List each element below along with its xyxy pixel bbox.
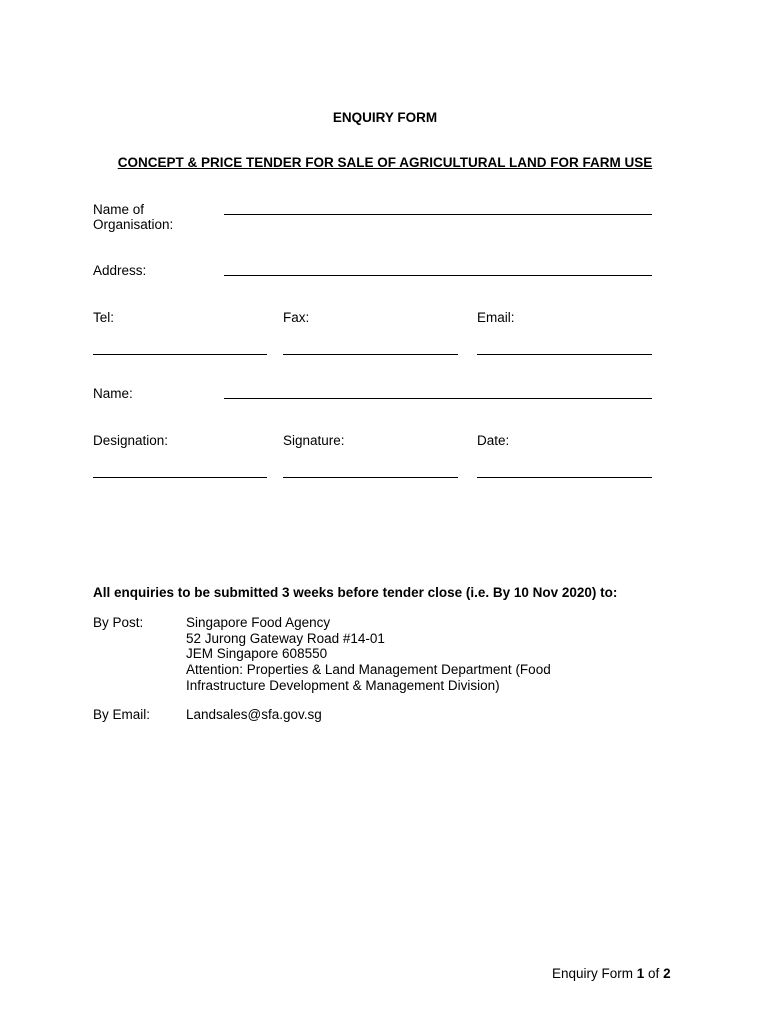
fax-label: Fax: — [283, 310, 310, 325]
name-label: Name: — [93, 386, 133, 401]
org-label-line2: Organisation: — [93, 217, 174, 232]
email-field-line[interactable] — [477, 354, 652, 355]
by-post-label: By Post: — [93, 615, 144, 630]
footer-page-number: 1 — [636, 966, 645, 981]
address-label: Address: — [93, 263, 147, 278]
submission-heading: All enquiries to be submitted 3 weeks before tender close (i.e. By 10 Nov 2020) to: — [93, 585, 618, 600]
footer-page-total: 2 — [663, 966, 671, 981]
designation-field-line[interactable] — [93, 477, 267, 478]
post-address-line: Attention: Properties & Land Management Department (Food — [186, 662, 551, 677]
fax-field-line[interactable] — [283, 354, 458, 355]
form-title: ENQUIRY FORM — [332, 110, 438, 125]
footer-of: of — [644, 966, 664, 981]
post-address-line: JEM Singapore 608550 — [186, 646, 328, 661]
date-label: Date: — [477, 433, 510, 448]
post-address-line: Singapore Food Agency — [186, 615, 331, 630]
post-address-line: Infrastructure Development & Management Division) — [186, 678, 500, 693]
address-field-line[interactable] — [224, 275, 652, 276]
by-email-label: By Email: — [93, 707, 151, 722]
form-subtitle: CONCEPT & PRICE TENDER FOR SALE OF AGRICULTURAL LAND FOR FARM USE — [117, 155, 653, 170]
org-label-line1: Name of — [93, 202, 145, 217]
submission-email-link[interactable]: Landsales@sfa.gov.sg — [186, 707, 322, 722]
signature-label: Signature: — [283, 433, 345, 448]
org-field-line[interactable] — [224, 214, 652, 215]
page-footer — [552, 966, 671, 981]
designation-label: Designation: — [93, 433, 169, 448]
footer-prefix: Enquiry Form — [552, 966, 637, 981]
date-field-line[interactable] — [477, 477, 652, 478]
email-label: Email: — [477, 310, 515, 325]
name-field-line[interactable] — [224, 398, 652, 399]
signature-field-line[interactable] — [283, 477, 458, 478]
post-address-line: 52 Jurong Gateway Road #14-01 — [186, 631, 385, 646]
tel-label: Tel: — [93, 310, 115, 325]
tel-field-line[interactable] — [93, 354, 267, 355]
